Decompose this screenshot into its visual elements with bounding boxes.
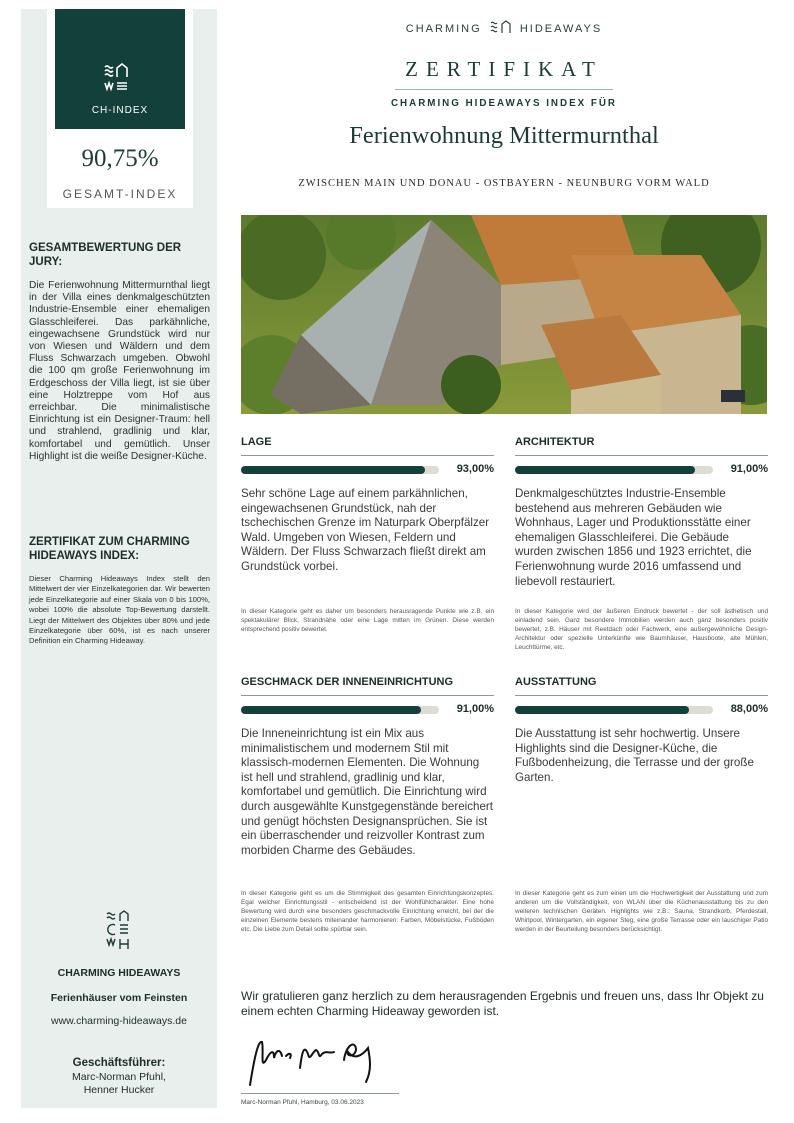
- ceo-name-2: Henner Hucker: [83, 1084, 155, 1096]
- category-divider: [241, 455, 494, 456]
- index-text: Dieser Charming Hideaways Index stellt den Mittelwert der vier Einzelkategorien dar. Wir bewerten jede Einzelkategorie auf einer Skala von 0 bis 100%, wobei 100% die absolute Top-Bewertung darstellt. Liegt der Mittelwert des Objektes über 80% und jede Einzelkategorie über 60%, ist es nach unserer Definition ein Charming Hideaway.: [29, 574, 210, 646]
- brand-left: CHARMING: [405, 23, 482, 35]
- score-bar-fill: [515, 466, 695, 474]
- category-note: In dieser Kategorie wird der äußeren Eindruck bewertet - der soll ästhetisch und einladend sein. Ganz besondere Immobilien werden auch ganz besonders positiv bewertet, z.B. Häuser mit Reetdach oder Fachwerk, eine außergewöhnliche Design-Architektur oder spezielle Unterkünfte wie Baumhäuser, Hausboote, alte Mühlen, Leuchttürme, etc.: [515, 608, 768, 651]
- category-note: In dieser Kategorie geht es zum einen um die Hochwertigkeit der Ausstattung und zum anderen um die Vollständigkeit, von WLAN über die Küchenausstattung bis zu den weiteren technischen Geräten. Highlights wie z.B.: Sauna, Strandkorb, Pferdestall, Whirlpool, Wintergarten, ein eigener Steg, eine große Terrasse oder ein lauschiger Patio werden in der Beurteilung besonders berücksichtigt.: [515, 890, 768, 933]
- index-value: 90,75%: [81, 145, 159, 172]
- category-note: In dieser Kategorie geht es daher um besonders herausragende Punkte wie z.B. ein spektakulärer Blick, Strandnähe oder eine Lage mitten im Grünen. Diese werden entsprechend positiv bewertet.: [241, 608, 494, 633]
- index-heading: ZERTIFIKAT ZUM CHARMING HIDEAWAYS INDEX:: [29, 536, 190, 562]
- certificate-subtitle: CHARMING HIDEAWAYS INDEX FÜR: [390, 98, 617, 109]
- score-bar: [515, 466, 713, 474]
- category-text: Die Inneneinrichtung ist ein Mix aus minimalistischem und modernem Stil mit klassisch-modernen Elementen. Die Wohnung ist hell und strahlend, gradlinig und klar, komfortabel und gemütlich. Die Einrichtung wird durch ausgewählte Kunstgegenstände bereichert und genügt höchsten Designansprüchen. Sie ist ein überraschender und reizvoller Kontrast zum morbiden Charme des Gebäudes.: [241, 727, 494, 857]
- score-bar: [515, 706, 713, 714]
- object-location: ZWISCHEN MAIN UND DONAU - OSTBAYERN - NEUNBURG VORM WALD: [298, 178, 710, 189]
- company-tagline: Ferienhäuser vom Feinsten: [50, 992, 188, 1004]
- ceo-name-1: Marc-Norman Pfuhl,: [72, 1071, 166, 1083]
- badge-label: CH-INDEX: [91, 105, 149, 116]
- company-website[interactable]: www.charming-hideaways.de: [51, 1015, 187, 1027]
- score-value: 93,00%: [456, 463, 494, 475]
- jury-text: Die Ferienwohnung Mittermurnthal liegt in der Villa eines denkmalgeschützten Industrie-Ensemble einer ehemaligen Glasschleiferei. Das parkähnliche, eingewachsene Grundstück wird nur von Wiesen und Wäldern und dem Fluss Schwarzach umgeben. Obwohl die 100 qm große Ferienwohnung im Erdgeschoss der Villa liegt, ist sie über eine Holztreppe vom Hof aus erreichbar. Die minimalistische Einrichtung ist ein Designer-Traum: hell und strahlend, gradlinig und klar, komfortabel und gemütlich. Unser Highlight ist die weiße Designer-Küche.: [29, 280, 210, 462]
- score-bar-fill: [241, 706, 421, 714]
- property-photo: [241, 215, 767, 414]
- category-divider: [241, 695, 494, 696]
- brand-mark-icon: [490, 20, 512, 34]
- score-bar: [241, 706, 439, 714]
- signature-caption: Marc-Norman Pfuhl, Hamburg, 03.06.2023: [241, 1099, 364, 1106]
- signature-icon: [244, 1030, 394, 1090]
- brand-right: HIDEAWAYS: [519, 23, 603, 35]
- sidebar: [21, 9, 217, 1108]
- category-title: LAGE: [241, 436, 272, 448]
- jury-heading: GESAMTBEWERTUNG DER JURY:: [29, 242, 182, 268]
- score-value: 91,00%: [730, 463, 768, 475]
- category-divider: [515, 695, 768, 696]
- badge-header: [55, 9, 185, 129]
- footer-logo-icon: [21, 909, 217, 956]
- company-name: CHARMING HIDEAWAYS: [57, 967, 181, 979]
- score-value: 88,00%: [730, 703, 768, 715]
- brand-header: [240, 20, 768, 35]
- category-text: Sehr schöne Lage auf einem parkähnlichen, eingewachsenen Grundstück, nah der tschechischen Grenze im Naturpark Oberpfälzer Wald. Umgeben von Wiesen, Feldern und Wäldern. Der Fluss Schwarzach fließt direkt am Grundstück vorbei.: [241, 487, 490, 573]
- category-title: ARCHITEKTUR: [515, 436, 595, 448]
- index-sublabel: GESAMT-INDEX: [62, 187, 178, 201]
- category-title: GESCHMACK DER INNENEINRICHTUNG: [241, 676, 454, 688]
- score-bar-fill: [241, 466, 425, 474]
- title-divider: [395, 89, 613, 90]
- category-text: Denkmalgeschütztes Industrie-Ensemble bestehend aus mehreren Gebäuden wie Wohnhaus, Lager und Produktionsstätte einer ehemaligen Glasschleiferei. Die Gebäude wurden zwischen 1856 und 1923 errichtet, die Ferienwohnung wurde 2016 umfassend und liebevoll restauriert.: [515, 487, 752, 588]
- congratulation-text: Wir gratulieren ganz herzlich zu dem herausragenden Ergebnis und freuen uns, dass Ihr Objekt zu einem echten Charming Hideaway geworden ist.: [241, 989, 764, 1018]
- ceo-label: Geschäftsführer:: [72, 1057, 166, 1069]
- signature-line: [241, 1093, 399, 1094]
- score-bar-fill: [515, 706, 689, 714]
- index-badge: [47, 9, 193, 208]
- object-name: Ferienwohnung Mittermurnthal: [349, 122, 659, 149]
- category-divider: [515, 455, 768, 456]
- score-value: 91,00%: [456, 703, 494, 715]
- category-note: In dieser Kategorie geht es um die Stimmigkeit des gesamten Einrichtungskonzeptes. Egal welcher Einrichtungsstil - entscheidend ist der Wohlfühlcharakter. Eine hohe Bewertung wird durch eine besonders geschmackvolle Einrichtung erreicht, bei der die einzelnen Elemente bestens miteinander harmonieren: Farben, Möbelstücke, Fußböden etc. Die Liebe zum Detail sollte spürbar sein.: [241, 890, 494, 933]
- score-bar: [241, 466, 439, 474]
- certificate-title: ZERTIFIKAT: [405, 57, 603, 81]
- category-text: Die Ausstattung ist sehr hochwertig. Unsere Highlights sind die Designer-Küche, die Fußbodenheizung, die Terrasse und der große Garten.: [515, 727, 754, 784]
- category-title: AUSSTATTUNG: [515, 676, 597, 688]
- brand-logo-icon: [55, 63, 185, 98]
